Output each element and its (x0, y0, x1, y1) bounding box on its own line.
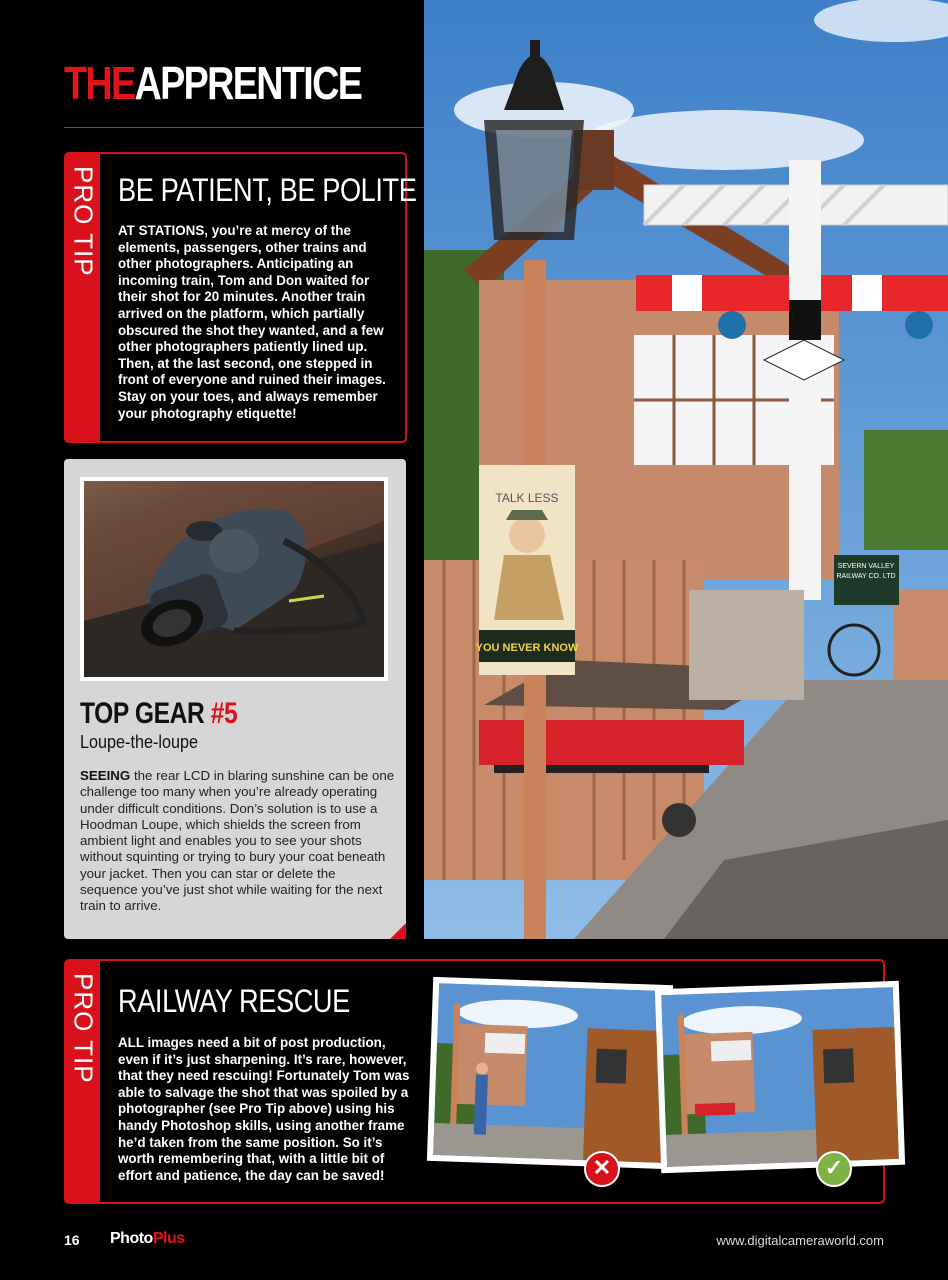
sign-line-2: RAILWAY CO. LTD (836, 573, 896, 580)
section-title (64, 58, 361, 108)
pro-tip-box-2 (64, 959, 885, 1204)
gear-subtitle: Loupe-the-loupe (80, 732, 198, 752)
gear-lead: SEEING (80, 768, 131, 783)
tip-text: , you’re at mercy of the elements, passengers, other trains and other photographers. Anticipating an incoming train, Tom and Don waited for their shot for 20 minutes. Another train arrived on the platform, which partially obscured the shot they wanted, and a few other photographers patiently lined up. Then, at the last second, one stepped in front of everyone and ruined their images. Stay on your toes, and always remember your photography etiquette! (118, 223, 386, 421)
station-photo (424, 0, 948, 939)
tip-lead-2: ALL (118, 1035, 144, 1050)
tip-body (118, 223, 398, 422)
hoodman-loupe-photo (80, 477, 388, 681)
header-divider (64, 127, 424, 128)
tip-lead: AT STATIONS (118, 223, 205, 238)
gear-body (80, 768, 396, 915)
pro-tip-label: PRO TIP (68, 166, 99, 277)
gear-number: #5 (210, 697, 238, 730)
gear-title (80, 697, 237, 731)
section-title-apprentice: APPRENTICE (134, 57, 362, 109)
sign-line-1: SEVERN VALLEY (837, 563, 895, 570)
tip-body-2 (118, 1035, 418, 1184)
pro-tip-box-1 (64, 152, 417, 443)
approve-icon: ✓ (816, 1151, 852, 1187)
after-thumbnail (655, 981, 905, 1173)
pro-tip-label-2: PRO TIP (68, 973, 99, 1084)
before-thumbnail (427, 977, 673, 1169)
tip-text-2: images need a bit of post production, even if it’s just sharpening. It’s rare, however, that they need rescuing! Fortunately Tom was able to salvage the shot that was spoiled by a photographer (see Pro Tip above) using his handy Photoshop skills, using another frame he’d taken from the same position. So it’s worth remembering that, with a little bit of effort and patience, the day can be saved! (118, 1035, 410, 1183)
page-number: 16 (64, 1232, 80, 1248)
poster-top-text: TALK LESS (495, 491, 559, 505)
section-title-the: THE (64, 57, 135, 109)
website-url[interactable]: www.digitalcameraworld.com (716, 1233, 884, 1248)
corner-fold (390, 923, 406, 939)
reject-icon: ✕ (584, 1151, 620, 1187)
poster-bottom-text: YOU NEVER KNOW (475, 642, 579, 654)
top-gear-panel (64, 459, 406, 939)
tip-title: BE PATIENT, BE POLITE (118, 172, 417, 208)
tip-title-2: RAILWAY RESCUE (118, 983, 350, 1019)
pro-tip-band (66, 154, 100, 441)
gear-text: the rear LCD in blaring sunshine can be one challenge too many when you’re already operating under difficult conditions. Don’s solution is to use a Hoodman Loupe, which shields the screen from ambient light and enables you to see your shots without squinting or trying to bury your coat beneath your jacket. Then you can star or delete the sequence you’ve just shot while waiting for the next train to arrive. (80, 768, 395, 914)
gear-title-text: TOP GEAR (80, 697, 211, 730)
magazine-logo (110, 1230, 185, 1248)
logo-part-plus: Plus (152, 1230, 185, 1247)
logo-part-photo: Photo (110, 1230, 153, 1247)
pro-tip-band-2 (66, 961, 100, 1202)
